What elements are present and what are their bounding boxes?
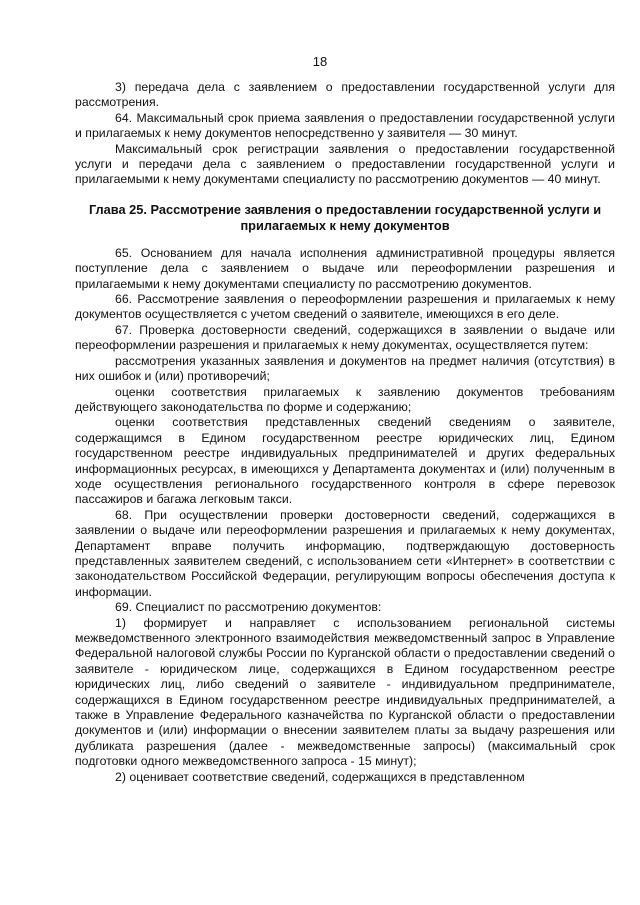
paragraph-67-item-3: оценки соответствия представленных сведений сведениям о заявителе, содержащимся в Едином государственном реестре юридических лиц, Едином государственном реестре индивидуальных предпринимателей и других федеральных информационных ресурсах, в имеющихся у Департамента документах и (или) полученным в ходе осуществления регионального государственного контроля в сфере перевозок пассажиров и багажа легковым такси. <box>75 415 615 507</box>
paragraph-64-registration: Максимальный срок регистрации заявления о предоставлении государственной услуги и передачи дела с заявлением о предоставлении государственной услуги и прилагаемыми к нему документами специалисту по рассмотрению документов — 40 минут. <box>75 141 615 187</box>
paragraph-64: 64. Максимальный срок приема заявления о предоставлении государственной услуги и прилагаемых к нему документов непосредственно у заявителя — 30 минут. <box>75 110 615 141</box>
paragraph-69-item-2: 2) оценивает соответствие сведений, содержащихся в представленном <box>115 769 525 784</box>
paragraph-67-item-1: рассмотрения указанных заявления и документов на предмет наличия (отсутствия) в них ошибок и (или) противоречий; <box>75 353 615 384</box>
paragraph-item-3: 3) передача дела с заявлением о предоставлении государственной услуги для рассмотрения. <box>75 80 615 110</box>
paragraph-65: 65. Основанием для начала исполнения административной процедуры является поступление дела с заявлением о выдаче или переоформлении разрешения и прилагаемыми к нему документами специалисту по рассмотрению документов. <box>75 245 615 291</box>
chapter-heading: Глава 25. Рассмотрение заявления о предоставлении государственной услуги и прилагаемых к нему документов <box>88 201 602 233</box>
page-number: 18 <box>312 54 328 69</box>
paragraph-69: 69. Специалист по рассмотрению документов: <box>115 600 382 615</box>
paragraph-67-item-2: оценки соответствия прилагаемых к заявлению документов требованиям действующего законодательства по форме и содержанию; <box>75 384 615 414</box>
paragraph-66: 66. Рассмотрение заявления о переоформлении разрешения и прилагаемых к нему документов осуществляется с учетом сведений о заявителе, имеющихся в его деле. <box>75 292 615 322</box>
paragraph-69-item-1: 1) формирует и направляет с использованием региональной системы межведомственного электронного взаимодействия межведомственный запрос в Управление Федеральной налоговой службы России по Курганской области о предоставлении сведений о заявителе - юридическом лице, содержащихся в Едином государственном реестре юридических лиц, либо сведений о заявителе - индивидуальном предпринимателе, содержащихся в Едином государственном реестре индивидуальных предпринимателей, а также в Управление Федерального казначейства по Курганской области о предоставлении документов и (или) информации о внесении заявителем платы за выдачу разрешения или дубликата разрешения (далее - межведомственные запросы) (максимальный срок подготовки одного межведомственного запроса - 15 минут); <box>75 615 615 769</box>
document-body <box>75 80 615 785</box>
paragraph-67: 67. Проверка достоверности сведений, содержащихся в заявлении о выдаче или переоформлении разрешения и прилагаемых к нему документах, осуществляется путем: <box>75 322 615 353</box>
paragraph-68: 68. При осуществлении проверки достоверности сведений, содержащихся в заявлении о выдаче или переоформлении разрешения и прилагаемых к нему документах, Департамент вправе получить информацию, подтверждающую достоверность представленных заявителем сведений, с использованием сети «Интернет» в соответствии с законодательством Российской Федерации, регулирующим вопросы обеспечения доступа к информации. <box>75 507 615 599</box>
